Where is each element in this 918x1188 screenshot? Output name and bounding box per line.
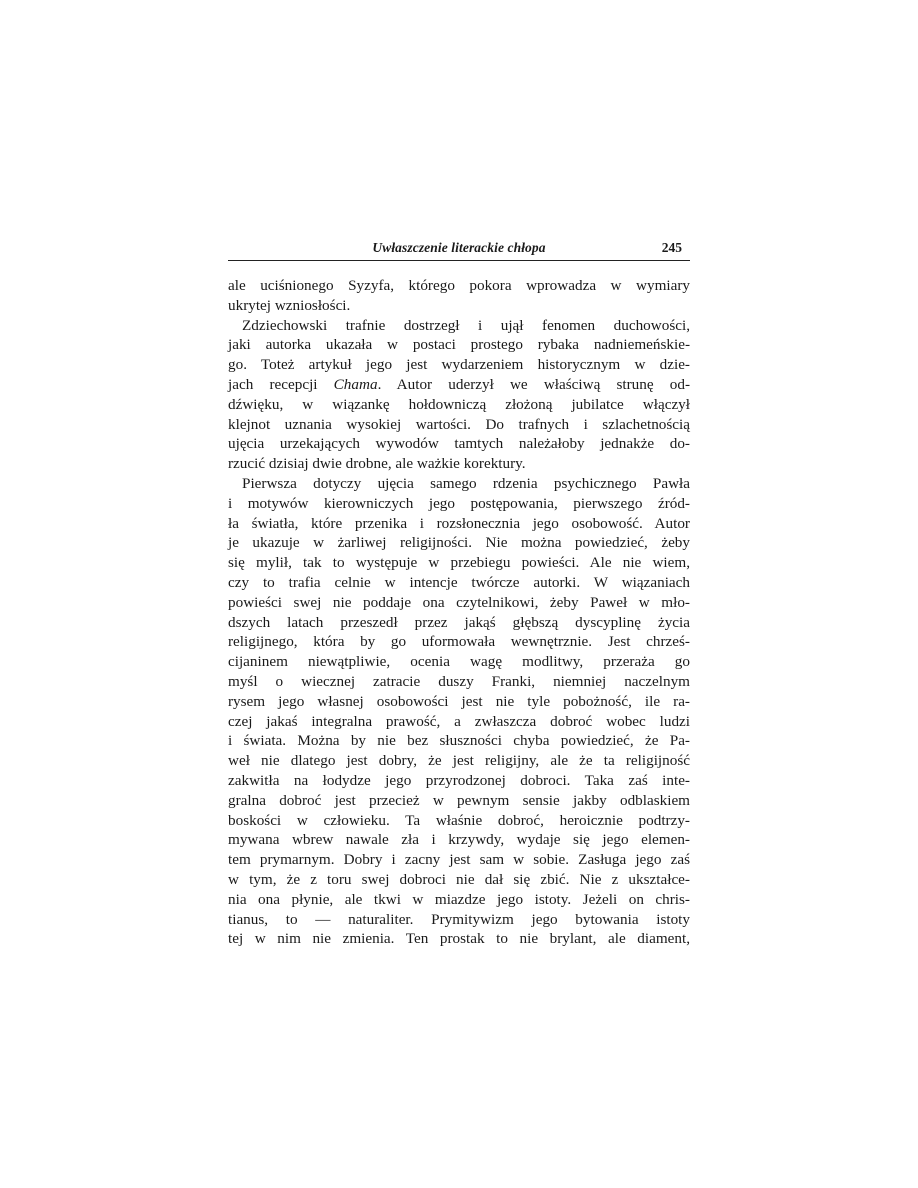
paragraph: [228, 474, 690, 949]
paragraph: [228, 316, 690, 474]
book-page: [228, 238, 690, 949]
text-line: się mylił, tak to występuje w przebiegu powieści. Ale nie wiem,: [228, 554, 690, 572]
text-line: gralna dobroć jest przecież w pewnym sensie jakby odblaskiem: [228, 791, 690, 809]
text-line: nia ona płynie, ale tkwi w miazdze jego istoty. Jeżeli on chris-: [228, 890, 690, 908]
text-line: religijnego, która by go uformowała wewnętrznie. Jest chrześ-: [228, 633, 690, 651]
text-line: cijaninem niewątpliwie, ocenia wagę modlitwy, przeraża go: [228, 653, 690, 671]
text-line: czy to trafia celnie w intencje twórcze autorki. W wiązaniach: [228, 573, 690, 591]
text-line: i świata. Można by nie bez słuszności chyba powiedzieć, że Pa-: [228, 732, 690, 750]
text-line: weł nie dlatego jest dobry, że jest religijny, ale że ta religijność: [228, 752, 690, 770]
text-line: jaki autorka ukazała w postaci prostego rybaka nadniemeńskie-: [228, 336, 690, 354]
text-line: ukrytej wzniosłości.: [228, 296, 351, 314]
text-line: je ukazuje w żarliwej religijności. Nie można powiedzieć, żeby: [228, 534, 690, 552]
text-line: Zdziechowski trafnie dostrzegł i ujął fenomen duchowości,: [242, 316, 690, 334]
page-number: 245: [661, 240, 682, 255]
text-line: dźwięku, w wiązankę hołdowniczą złożoną jubilatce włączył: [228, 395, 690, 413]
text-line: zakwitła na łodydze jego przyrodzonej dobroci. Taka zaś inte-: [228, 771, 690, 789]
text-line: jach recepcji Chama. Autor uderzył we właściwą strunę od-: [228, 375, 690, 393]
text-line: w tym, że z toru swej dobroci nie dał się zbić. Nie z ukształce-: [228, 870, 690, 888]
text-line: powieści swej nie poddaje ona czytelnikowi, żeby Paweł w mło-: [228, 593, 690, 611]
text-line: mywana wbrew nawale zła i krzywdy, wydaje się jego elemen-: [228, 831, 690, 849]
text-line: myśl o wiecznej zatracie duszy Franki, niemniej naczelnym: [228, 672, 690, 690]
text-line: tej w nim nie zmienia. Ten prostak to nie brylant, ale diament,: [228, 930, 690, 948]
text-line: rysem jego własnej osobowości jest nie tyle pobożność, ile ra-: [228, 692, 690, 710]
running-header: [228, 238, 690, 261]
text-line: ła światła, które przenika i rozsłonecznia jego osobowość. Autor: [228, 514, 690, 532]
text-line: Pierwsza dotyczy ujęcia samego rdzenia psychicznego Pawła: [242, 474, 690, 492]
text-line: i motywów kierowniczych jego postępowania, pierwszego źród-: [228, 494, 690, 512]
text-line: boskości w człowieku. Ta właśnie dobroć, heroicznie podtrzy-: [228, 811, 690, 829]
running-title: Uwłaszczenie literackie chłopa: [372, 240, 546, 255]
text-line: tem prymarnym. Dobry i zacny jest sam w sobie. Zasługa jego zaś: [228, 851, 690, 869]
text-line: klejnot uznania wysokiej wartości. Do trafnych i szlachetnością: [228, 415, 690, 433]
text-line: ujęcia urzekających wywodów tamtych należałoby jednakże do-: [228, 435, 690, 453]
text-line: dszych latach przeszedł przez jakąś głębszą dyscyplinę życia: [228, 613, 690, 631]
text-line: rzucić dzisiaj dwie drobne, ale ważkie korektury.: [228, 455, 526, 473]
paragraph: [228, 276, 690, 316]
text-line: czej jakaś integralna prawość, a zwłaszcza dobroć wobec ludzi: [228, 712, 690, 730]
text-line: go. Toteż artykuł jego jest wydarzeniem historycznym w dzie-: [228, 356, 690, 374]
text-line: ale uciśnionego Syzyfa, którego pokora wprowadza w wymiary: [228, 277, 690, 294]
text-line: tianus, to — naturaliter. Prymitywizm jego bytowania istoty: [228, 910, 690, 928]
body-text: [228, 276, 690, 949]
